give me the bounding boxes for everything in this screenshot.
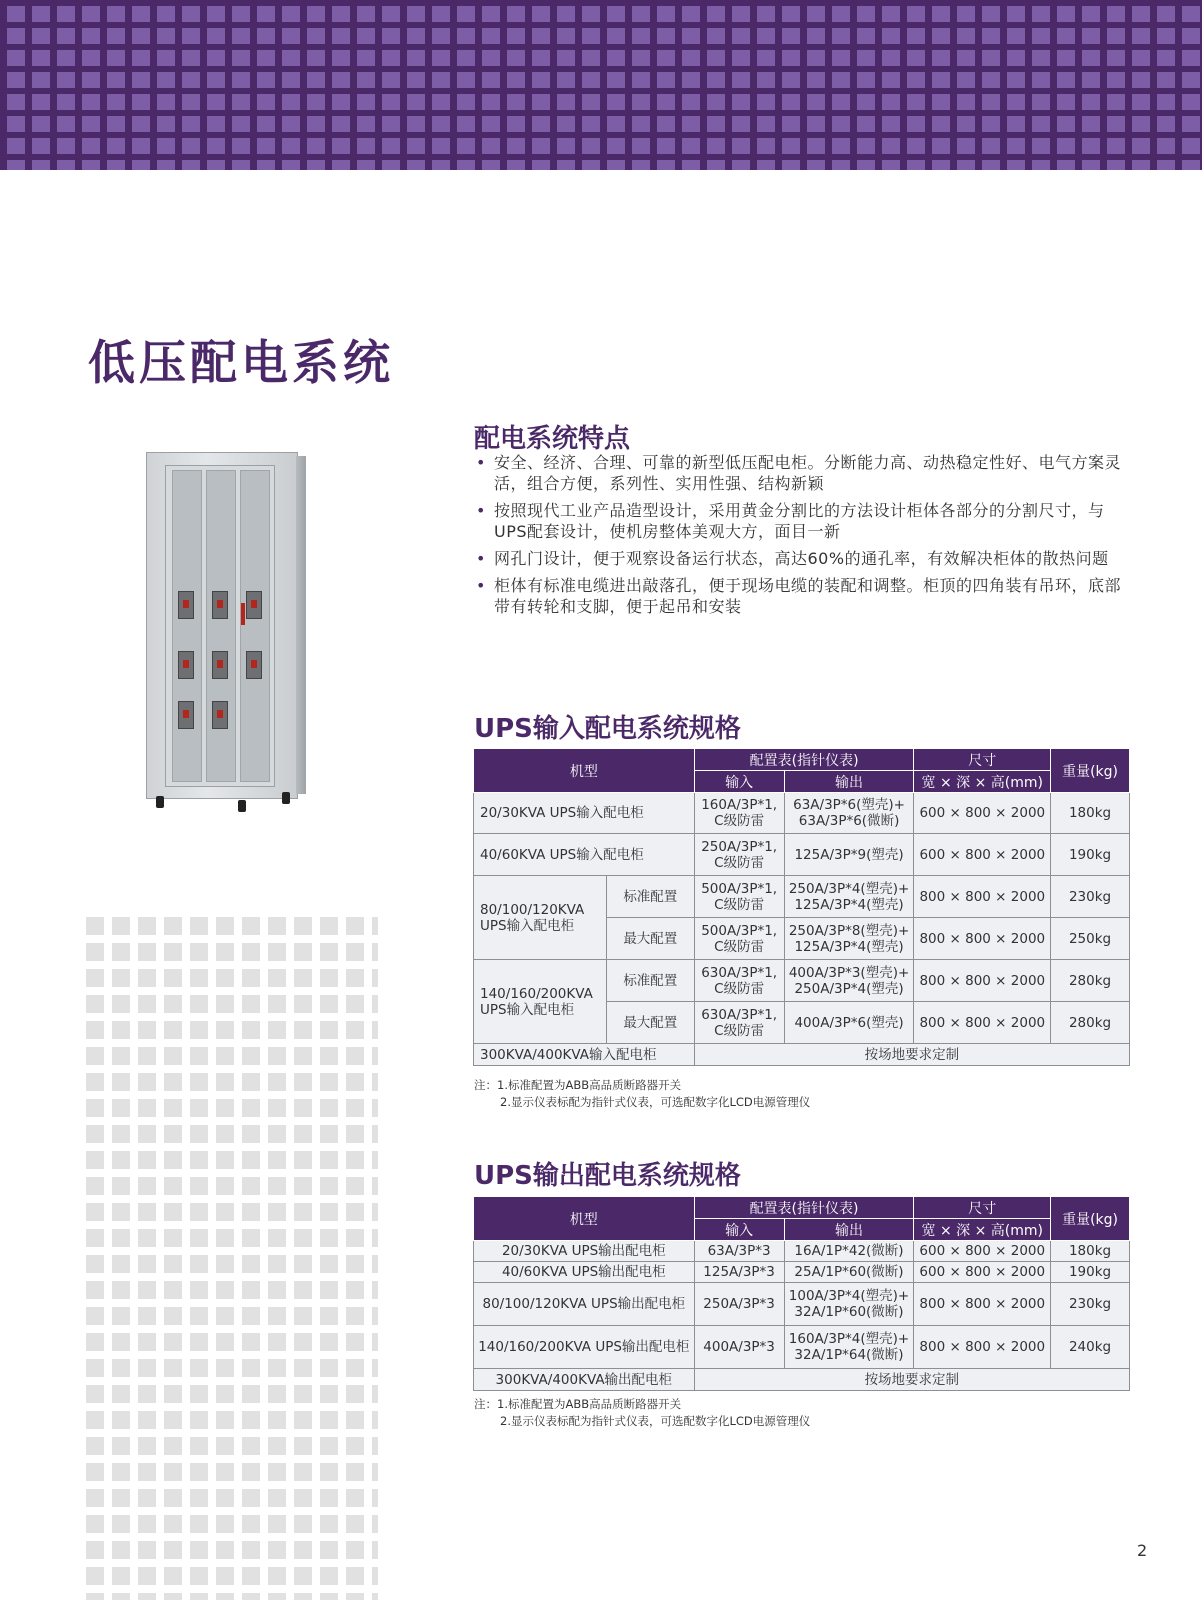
col-header-input: 输入 bbox=[694, 771, 784, 793]
table-row: 40/60KVA UPS输出配电柜 125A/3P*3 25A/1P*60(微断) 600 × 800 × 2000 190kg bbox=[474, 1262, 1130, 1283]
col-header-config: 配置表(指针仪表) bbox=[694, 749, 914, 771]
cabinet-image bbox=[146, 452, 306, 812]
table-row: 最大配置 630A/3P*1, C级防雷 400A/3P*6(塑壳) 800 × 800 × 2000 280kg bbox=[474, 1002, 1130, 1044]
table-row: 300KVA/400KVA输出配电柜 按场地要求定制 bbox=[474, 1369, 1130, 1391]
table-row: 140/160/200KVA UPS输入配电柜 标准配置 630A/3P*1, C级防雷 400A/3P*3(塑壳)+ 250A/3P*4(塑壳) 800 × 800 × 2000 280kg bbox=[474, 960, 1130, 1002]
features-heading: 配电系统特点 bbox=[474, 424, 631, 454]
col-header-weight: 重量(kg) bbox=[1051, 1197, 1130, 1241]
table-row: 140/160/200KVA UPS输出配电柜 400A/3P*3 160A/3P*4(塑壳)+ 32A/1P*64(微断) 800 × 800 × 2000 240kg bbox=[474, 1326, 1130, 1369]
output-table-notes: 注：1.标准配置为ABB高品质断路器开关 2.显示仪表标配为指针式仪表，可选配数字化LCD电源管理仪 bbox=[474, 1397, 811, 1428]
table-row: 40/60KVA UPS输入配电柜 250A/3P*1, C级防雷 125A/3P*9(塑壳) 600 × 800 × 2000 190kg bbox=[474, 834, 1130, 876]
table-row: 80/100/120KVA UPS输入配电柜 标准配置 500A/3P*1, C级防雷 250A/3P*4(塑壳)+ 125A/3P*4(塑壳) 800 × 800 × 2000 230kg bbox=[474, 876, 1130, 918]
col-header-input: 输入 bbox=[694, 1219, 784, 1241]
col-header-size-sub: 宽 × 深 × 高(mm) bbox=[914, 1219, 1051, 1241]
feature-item: • 安全、经济、合理、可靠的新型低压配电柜。分断能力高、动热稳定性好、电气方案灵活，组合方便，系列性、实用性强、结构新颖 bbox=[474, 452, 1134, 494]
output-table-heading: UPS输出配电系统规格 bbox=[474, 1161, 741, 1191]
table-row: 300KVA/400KVA输入配电柜 按场地要求定制 bbox=[474, 1044, 1130, 1066]
col-header-output: 输出 bbox=[784, 771, 914, 793]
table-row: 80/100/120KVA UPS输出配电柜 250A/3P*3 100A/3P*4(塑壳)+ 32A/1P*60(微断) 800 × 800 × 2000 230kg bbox=[474, 1283, 1130, 1326]
table-row: 20/30KVA UPS输入配电柜 160A/3P*1, C级防雷 63A/3P*6(塑壳)+ 63A/3P*6(微断) 600 × 800 × 2000 180kg bbox=[474, 793, 1130, 834]
table-row: 20/30KVA UPS输出配电柜 63A/3P*3 16A/1P*42(微断) 600 × 800 × 2000 180kg bbox=[474, 1241, 1130, 1262]
col-header-model: 机型 bbox=[474, 749, 695, 793]
page-number: 2 bbox=[1137, 1541, 1148, 1560]
page-title: 低压配电系统 bbox=[88, 336, 394, 391]
feature-item: • 柜体有标准电缆进出敲落孔，便于现场电缆的装配和调整。柜顶的四角装有吊环，底部带有转轮和支脚，便于起吊和安装 bbox=[474, 575, 1134, 617]
table-row: 最大配置 500A/3P*1, C级防雷 250A/3P*8(塑壳)+ 125A/3P*4(塑壳) 800 × 800 × 2000 250kg bbox=[474, 918, 1130, 960]
col-header-output: 输出 bbox=[784, 1219, 914, 1241]
header-banner bbox=[0, 0, 1202, 170]
col-header-size-sub: 宽 × 深 × 高(mm) bbox=[914, 771, 1051, 793]
input-table-heading: UPS输入配电系统规格 bbox=[474, 714, 741, 744]
input-spec-table bbox=[473, 748, 1130, 1066]
feature-item: • 网孔门设计，便于观察设备运行状态，高达60%的通孔率，有效解决柜体的散热问题 bbox=[474, 548, 1134, 569]
col-header-model: 机型 bbox=[474, 1197, 695, 1241]
col-header-size: 尺寸 bbox=[914, 749, 1051, 771]
output-spec-table bbox=[473, 1196, 1130, 1391]
input-table-notes: 注：1.标准配置为ABB高品质断路器开关 2.显示仪表标配为指针式仪表，可选配数字化LCD电源管理仪 bbox=[474, 1078, 811, 1109]
col-header-size: 尺寸 bbox=[914, 1197, 1051, 1219]
col-header-config: 配置表(指针仪表) bbox=[694, 1197, 914, 1219]
features-list bbox=[474, 452, 1134, 623]
feature-item: • 按照现代工业产品造型设计，采用黄金分割比的方法设计柜体各部分的分割尺寸，与UPS配套设计，使机房整体美观大方，面目一新 bbox=[474, 500, 1134, 542]
col-header-weight: 重量(kg) bbox=[1051, 749, 1130, 793]
